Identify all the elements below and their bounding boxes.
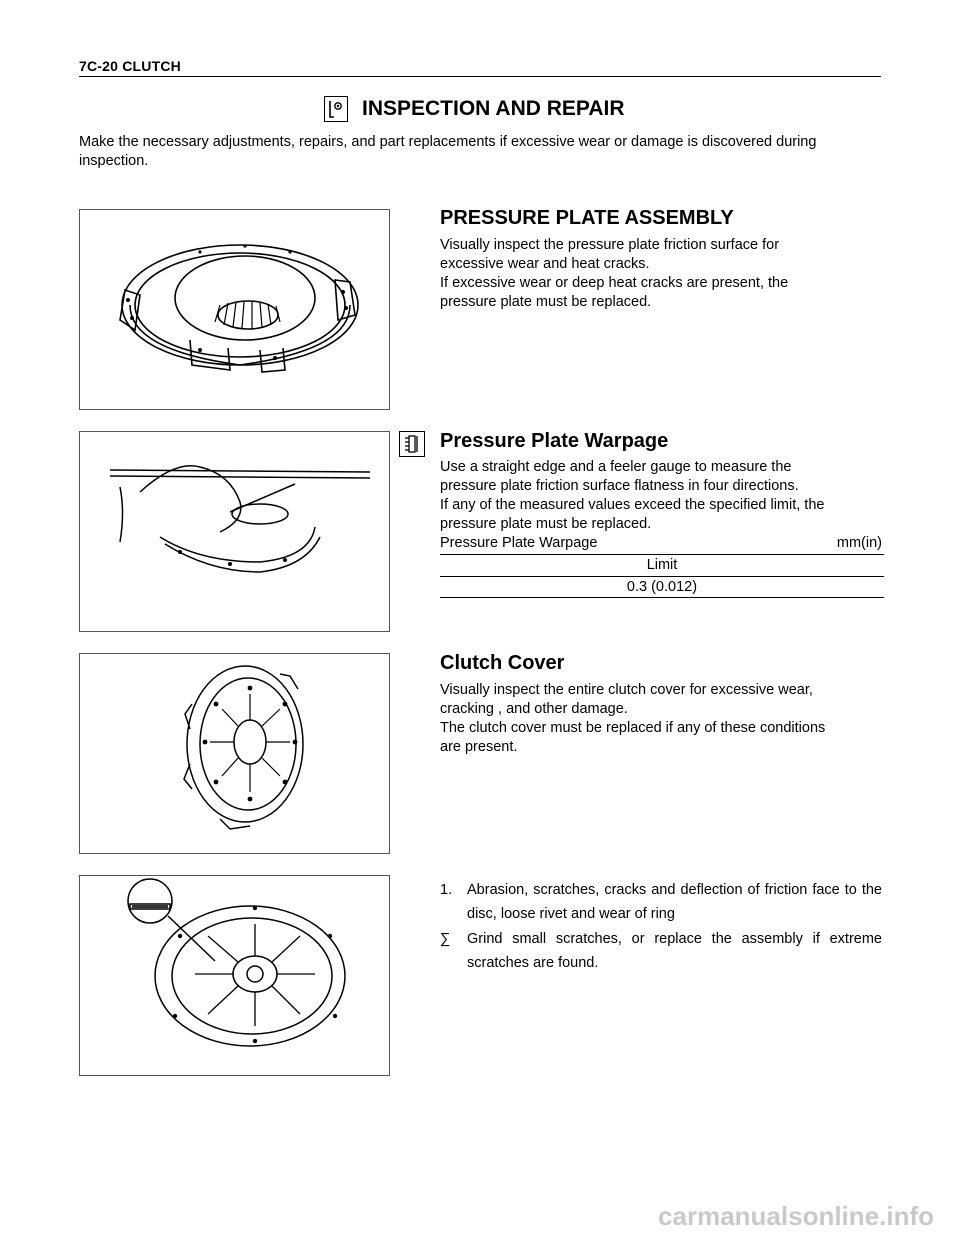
- section-body-pressure-plate-assembly: [440, 236, 880, 312]
- warpage-spec-table: [440, 535, 884, 599]
- section-title-clutch-cover: Clutch Cover: [440, 652, 565, 674]
- list-item: [440, 927, 882, 975]
- inspection-list: [440, 878, 882, 975]
- text-line: cracking , and other damage.: [440, 701, 628, 717]
- text-line: pressure plate must be replaced.: [440, 294, 652, 310]
- text-line: excessive wear and heat cracks.: [440, 256, 650, 272]
- text-line: Use a straight edge and a feeler gauge to measure the: [440, 459, 792, 475]
- page-header: 7C-20 CLUTCH: [79, 58, 181, 74]
- table-caption: Pressure Plate Warpage: [440, 535, 598, 551]
- list-item: [440, 878, 882, 926]
- text-line: Visually inspect the entire clutch cover for excessive wear,: [440, 682, 813, 698]
- friction-face-figure: [79, 875, 390, 1076]
- page-title: INSPECTION AND REPAIR: [362, 97, 625, 120]
- table-value-limit: 0.3 (0.012): [626, 579, 698, 595]
- warpage-measurement-figure: [79, 431, 390, 632]
- table-rule: [440, 597, 884, 598]
- inspection-icon: [324, 96, 348, 122]
- clutch-cover-figure: [79, 653, 390, 854]
- pressure-plate-figure: [79, 209, 390, 410]
- text-line: pressure plate friction surface flatness in four directions.: [440, 478, 799, 494]
- header-rule: [79, 76, 881, 77]
- list-marker: 1.: [440, 882, 453, 898]
- section-title-pressure-plate-assembly: PRESSURE PLATE ASSEMBLY: [440, 207, 734, 229]
- table-unit: mm(in): [836, 535, 882, 551]
- text-line: The clutch cover must be replaced if any of these conditions: [440, 720, 826, 736]
- table-rule: [440, 554, 884, 555]
- list-item-text: Abrasion, scratches, cracks and deflection of friction face to the disc, loose rivet and wear of ring: [467, 882, 882, 922]
- text-line: If excessive wear or deep heat cracks are present, the: [440, 275, 789, 291]
- list-item-text: Grind small scratches, or replace the assembly if extreme scratches are found.: [467, 931, 882, 971]
- section-title-pressure-plate-warpage: Pressure Plate Warpage: [440, 430, 669, 452]
- text-line: Visually inspect the pressure plate friction surface for: [440, 237, 780, 253]
- table-header-limit: Limit: [646, 557, 678, 573]
- watermark-footer: carmanualsonline.info: [658, 1201, 934, 1231]
- section-body-clutch-cover: [440, 681, 880, 757]
- intro-text: Make the necessary adjustments, repairs, and part replacements if excessive wear or damage is discovered during inspection.: [79, 134, 817, 169]
- text-line: are present.: [440, 739, 518, 755]
- text-line: pressure plate must be replaced.: [440, 516, 652, 532]
- section-body-pressure-plate-warpage: [440, 458, 880, 534]
- table-rule: [440, 576, 884, 577]
- measurement-icon: [399, 431, 425, 457]
- text-line: If any of the measured values exceed the specified limit, the: [440, 497, 825, 513]
- list-marker: ∑: [440, 931, 451, 947]
